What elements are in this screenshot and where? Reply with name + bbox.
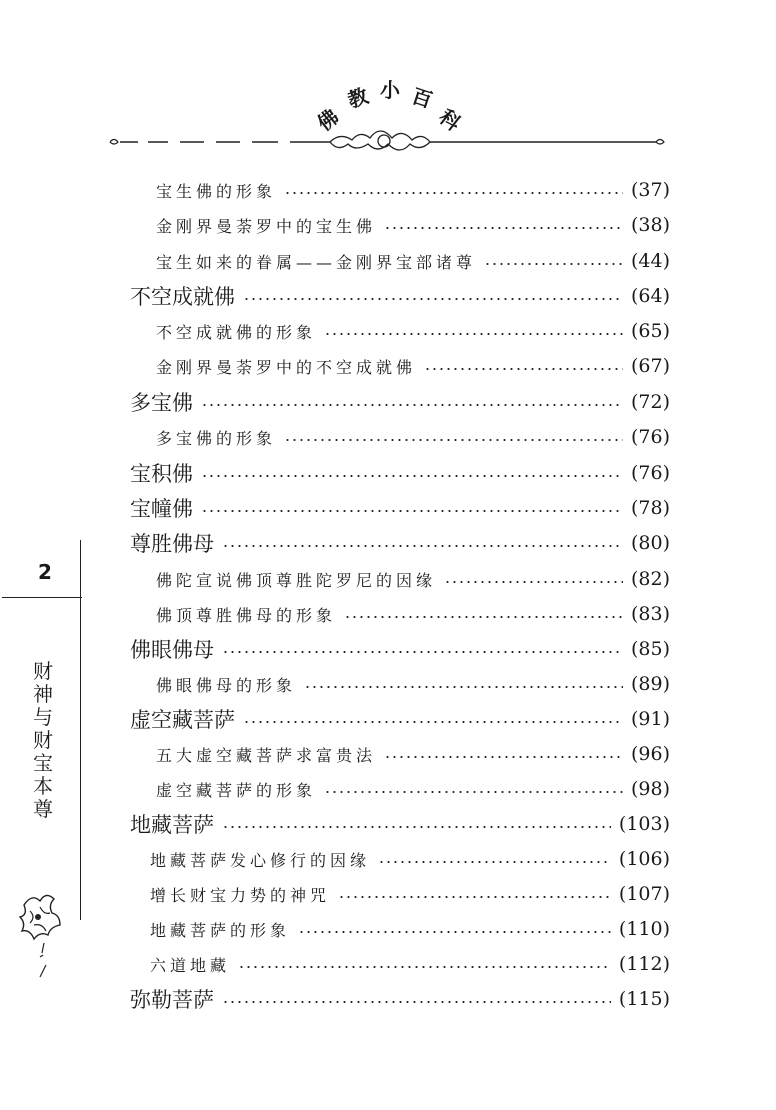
toc-entry-page: (89) bbox=[630, 673, 670, 695]
toc-entry-title: 增长财宝力势的神咒 bbox=[150, 885, 331, 905]
toc-entry-title: 金刚界曼荼罗中的宝生佛 bbox=[156, 216, 377, 236]
dot-leader bbox=[284, 191, 623, 195]
toc-entry-page: (78) bbox=[630, 497, 670, 519]
dot-leader bbox=[238, 965, 611, 969]
toc-entry-page: (76) bbox=[630, 462, 670, 484]
dot-leader bbox=[338, 895, 611, 899]
dot-leader bbox=[324, 790, 623, 794]
dot-leader bbox=[324, 332, 623, 336]
dot-leader bbox=[378, 860, 611, 864]
toc-entry-title: 虚空藏菩萨的形象 bbox=[156, 780, 317, 800]
toc-entry[interactable] bbox=[156, 562, 670, 596]
dot-leader bbox=[222, 825, 611, 829]
toc-entry[interactable] bbox=[150, 877, 670, 911]
toc-entry[interactable] bbox=[156, 420, 670, 454]
toc-entry-page: (82) bbox=[630, 568, 670, 590]
toc-entry-page: (44) bbox=[630, 250, 670, 272]
toc-entry-page: (38) bbox=[630, 214, 670, 236]
toc-entry-title: 佛陀宣说佛顶尊胜陀罗尼的因缘 bbox=[156, 570, 437, 590]
toc-entry[interactable] bbox=[150, 842, 670, 876]
dot-leader bbox=[243, 720, 623, 724]
toc-entry[interactable] bbox=[130, 982, 670, 1016]
toc-entry[interactable] bbox=[130, 456, 670, 490]
toc-entry-page: (112) bbox=[618, 953, 670, 975]
toc-entry-title: 宝生佛的形象 bbox=[156, 181, 277, 201]
toc-entry[interactable] bbox=[130, 807, 670, 841]
toc-entry-page: (103) bbox=[618, 813, 670, 835]
toc-entry-page: (96) bbox=[630, 743, 670, 765]
toc-entry-title: 不空成就佛 bbox=[130, 285, 235, 309]
toc-entry[interactable] bbox=[130, 279, 670, 313]
toc-entry[interactable] bbox=[156, 244, 670, 278]
dot-leader bbox=[284, 438, 623, 442]
toc-entry-title: 五大虚空藏菩萨求富贵法 bbox=[156, 745, 377, 765]
toc-entry-title: 宝幢佛 bbox=[130, 497, 193, 521]
toc-entry[interactable] bbox=[156, 772, 670, 806]
dot-leader bbox=[201, 509, 623, 513]
dot-leader bbox=[444, 580, 623, 584]
toc-entry-title: 不空成就佛的形象 bbox=[156, 322, 317, 342]
dot-leader bbox=[384, 226, 623, 230]
toc-entry-title: 虚空藏菩萨 bbox=[130, 708, 235, 732]
floral-ornament-icon bbox=[14, 885, 74, 985]
toc-entry[interactable] bbox=[130, 702, 670, 736]
page-number: 2 bbox=[38, 560, 52, 584]
dot-leader bbox=[201, 403, 623, 407]
book-title-char: 与 bbox=[33, 705, 53, 729]
dot-leader bbox=[201, 474, 623, 478]
toc-entry-title: 地藏菩萨的形象 bbox=[150, 920, 291, 940]
toc-entry-page: (107) bbox=[618, 883, 670, 905]
toc-entry[interactable] bbox=[156, 667, 670, 701]
side-divider-vertical bbox=[80, 540, 81, 920]
dot-leader bbox=[243, 297, 623, 301]
toc-entry-page: (106) bbox=[618, 848, 670, 870]
book-title-char: 财 bbox=[33, 728, 53, 752]
book-title-char: 本 bbox=[33, 774, 53, 798]
toc-entry-title: 多宝佛的形象 bbox=[156, 428, 277, 448]
toc-entry-page: (37) bbox=[630, 179, 670, 201]
toc-entry-title: 地藏菩萨 bbox=[130, 813, 214, 837]
toc-entry-title: 多宝佛 bbox=[130, 391, 193, 415]
header-ornament-rule bbox=[108, 128, 668, 158]
dot-leader bbox=[304, 685, 623, 689]
toc-entry-page: (65) bbox=[630, 320, 670, 342]
toc-entry-title: 佛眼佛母 bbox=[130, 638, 214, 662]
toc-entry-page: (110) bbox=[618, 918, 670, 940]
toc-entry-page: (83) bbox=[630, 603, 670, 625]
toc-entry-page: (80) bbox=[630, 532, 670, 554]
book-title-char: 宝 bbox=[33, 751, 53, 775]
toc-entry-title: 弥勒菩萨 bbox=[130, 988, 214, 1012]
toc-entry[interactable] bbox=[156, 173, 670, 207]
series-title-char: 教 bbox=[344, 83, 372, 113]
toc-entry-page: (76) bbox=[630, 426, 670, 448]
toc-entry-page: (115) bbox=[618, 988, 670, 1010]
toc-entry[interactable] bbox=[130, 385, 670, 419]
toc-entry-page: (85) bbox=[630, 638, 670, 660]
dot-leader bbox=[222, 544, 623, 548]
dot-leader bbox=[484, 262, 623, 266]
toc-entry-title: 宝生如来的眷属——金刚界宝部诸尊 bbox=[156, 252, 477, 272]
series-title-char: 小 bbox=[380, 78, 400, 102]
toc-entry-page: (98) bbox=[630, 778, 670, 800]
series-title-char: 科 bbox=[434, 104, 466, 136]
dot-leader bbox=[222, 650, 623, 654]
toc-entry-title: 金刚界曼荼罗中的不空成就佛 bbox=[156, 357, 417, 377]
toc-entry-title: 地藏菩萨发心修行的因缘 bbox=[150, 850, 371, 870]
toc-entry[interactable] bbox=[156, 208, 670, 242]
book-title-char: 神 bbox=[33, 682, 53, 706]
book-title-char: 尊 bbox=[33, 797, 53, 821]
toc-entry[interactable] bbox=[130, 526, 670, 560]
toc-entry-page: (91) bbox=[630, 708, 670, 730]
dot-leader bbox=[384, 755, 623, 759]
toc-entry[interactable] bbox=[156, 314, 670, 348]
dot-leader bbox=[344, 615, 623, 619]
toc-entry[interactable] bbox=[150, 947, 670, 981]
series-title-char: 百 bbox=[408, 83, 436, 113]
toc-entry[interactable] bbox=[150, 912, 670, 946]
toc-entry-page: (64) bbox=[630, 285, 670, 307]
book-title-vertical bbox=[28, 660, 58, 821]
book-title-char: 财 bbox=[33, 659, 53, 683]
toc-entry[interactable] bbox=[156, 597, 670, 631]
toc-entry[interactable] bbox=[130, 491, 670, 525]
dot-leader bbox=[298, 930, 611, 934]
toc-entry[interactable] bbox=[130, 632, 670, 666]
dot-leader bbox=[222, 1000, 611, 1004]
toc-entry-title: 六道地藏 bbox=[150, 955, 231, 975]
dot-leader bbox=[424, 367, 623, 371]
side-divider-horizontal bbox=[2, 597, 82, 598]
toc-entry[interactable] bbox=[156, 737, 670, 771]
toc-entry-title: 佛眼佛母的形象 bbox=[156, 675, 297, 695]
toc-entry-title: 尊胜佛母 bbox=[130, 532, 214, 556]
series-title-char: 佛 bbox=[312, 104, 344, 136]
toc-entry-title: 宝积佛 bbox=[130, 462, 193, 486]
toc-entry[interactable] bbox=[156, 349, 670, 383]
toc-entry-page: (67) bbox=[630, 355, 670, 377]
toc-entry-page: (72) bbox=[630, 391, 670, 413]
toc-entry-title: 佛顶尊胜佛母的形象 bbox=[156, 605, 337, 625]
